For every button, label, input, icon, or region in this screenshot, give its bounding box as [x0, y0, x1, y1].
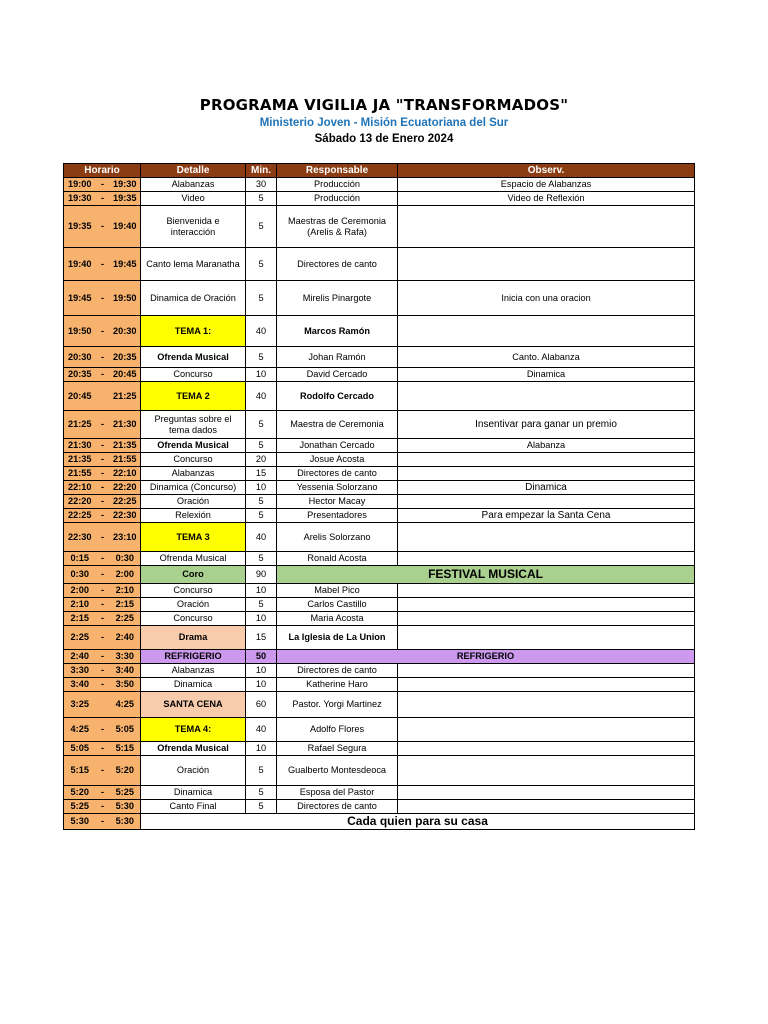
time-separator: -: [96, 650, 110, 664]
responsible-cell: Hector Macay: [277, 495, 398, 509]
start-time: 19:00: [64, 178, 96, 192]
time-separator: -: [96, 786, 110, 800]
start-time: 5:15: [64, 756, 96, 786]
start-time: 20:35: [64, 368, 96, 382]
ministry-subtitle: Ministerio Joven - Misión Ecuatoriana del Sur: [259, 117, 509, 129]
end-time: 2:40: [110, 626, 141, 650]
detail-cell: SANTA CENA: [141, 692, 246, 718]
start-time: 0:15: [64, 552, 96, 566]
observation-cell: [398, 612, 695, 626]
detail-cell: Relexión: [141, 509, 246, 523]
closing-message: Cada quien para su casa: [141, 814, 695, 830]
time-separator: -: [96, 626, 110, 650]
detail-cell: Ofrenda Musical: [141, 742, 246, 756]
start-time: 3:25: [64, 692, 96, 718]
start-time: 0:30: [64, 566, 96, 584]
table-row: [64, 453, 695, 467]
program-title: PROGRAMA VIGILIA JA "TRANSFORMADOS": [199, 96, 569, 114]
merged-note-cell: FESTIVAL MUSICAL: [277, 566, 695, 584]
minutes-cell: 15: [246, 467, 277, 481]
start-time: 5:05: [64, 742, 96, 756]
observation-cell: [398, 382, 695, 411]
start-time: 20:30: [64, 347, 96, 368]
detail-cell: TEMA 3: [141, 523, 246, 552]
responsible-cell: Producción: [277, 192, 398, 206]
detail-cell: Ofrenda Musical: [141, 439, 246, 453]
minutes-cell: 5: [246, 248, 277, 281]
end-time: 0:30: [110, 552, 141, 566]
responsible-cell: David Cercado: [277, 368, 398, 382]
end-time: 2:25: [110, 612, 141, 626]
time-separator: -: [96, 718, 110, 742]
observation-cell: [398, 756, 695, 786]
table-row: [64, 206, 695, 248]
detail-cell: Alabanzas: [141, 467, 246, 481]
detail-cell: Ofrenda Musical: [141, 552, 246, 566]
detail-cell: Canto lema Maranatha: [141, 248, 246, 281]
end-time: 2:15: [110, 598, 141, 612]
responsible-cell: Josue Acosta: [277, 453, 398, 467]
table-row: [64, 178, 695, 192]
end-time: 19:50: [110, 281, 141, 316]
time-separator: -: [96, 598, 110, 612]
minutes-cell: 5: [246, 509, 277, 523]
table-row: [64, 814, 695, 830]
table-row: [64, 566, 695, 584]
time-separator: -: [96, 411, 110, 439]
responsible-cell: Mirelis Pinargote: [277, 281, 398, 316]
observation-cell: [398, 718, 695, 742]
table-row: [64, 664, 695, 678]
responsible-cell: Rodolfo Cercado: [277, 382, 398, 411]
minutes-cell: 5: [246, 206, 277, 248]
responsible-cell: Carlos Castillo: [277, 598, 398, 612]
observation-cell: [398, 598, 695, 612]
minutes-cell: 40: [246, 382, 277, 411]
time-separator: -: [96, 664, 110, 678]
detail-cell: TEMA 4:: [141, 718, 246, 742]
start-time: 2:00: [64, 584, 96, 598]
minutes-cell: 5: [246, 756, 277, 786]
end-time: 5:20: [110, 756, 141, 786]
time-separator: -: [96, 206, 110, 248]
minutes-cell: 60: [246, 692, 277, 718]
time-separator: [96, 382, 110, 411]
end-time: 20:45: [110, 368, 141, 382]
observation-cell: [398, 692, 695, 718]
responsible-cell: Rafael Segura: [277, 742, 398, 756]
table-row: [64, 481, 695, 495]
end-time: 22:20: [110, 481, 141, 495]
detail-cell: TEMA 2: [141, 382, 246, 411]
minutes-cell: 5: [246, 281, 277, 316]
start-time: 4:25: [64, 718, 96, 742]
observation-cell: [398, 626, 695, 650]
minutes-cell: 30: [246, 178, 277, 192]
start-time: 19:35: [64, 206, 96, 248]
time-separator: -: [96, 552, 110, 566]
table-row: [64, 742, 695, 756]
observation-cell: Espacio de Alabanzas: [398, 178, 695, 192]
observation-cell: [398, 523, 695, 552]
observation-cell: Para empezar la Santa Cena: [398, 509, 695, 523]
detail-cell: Oración: [141, 756, 246, 786]
detail-cell: Concurso: [141, 368, 246, 382]
time-separator: -: [96, 192, 110, 206]
end-time: 21:30: [110, 411, 141, 439]
responsible-cell: Arelis Solorzano: [277, 523, 398, 552]
responsible-cell: Directores de canto: [277, 664, 398, 678]
start-time: 3:30: [64, 664, 96, 678]
responsible-cell: Mabel Pico: [277, 584, 398, 598]
column-header-detalle: Detalle: [141, 164, 246, 178]
detail-cell: REFRIGERIO: [141, 650, 246, 664]
minutes-cell: 15: [246, 626, 277, 650]
observation-cell: Alabanza: [398, 439, 695, 453]
table-row: [64, 800, 695, 814]
observation-cell: Dinamica: [398, 481, 695, 495]
minutes-cell: 5: [246, 439, 277, 453]
end-time: 19:45: [110, 248, 141, 281]
table-row: [64, 552, 695, 566]
minutes-cell: 5: [246, 552, 277, 566]
responsible-cell: Producción: [277, 178, 398, 192]
document-header: [0, 96, 768, 147]
minutes-cell: 40: [246, 718, 277, 742]
end-time: 4:25: [110, 692, 141, 718]
table-row: [64, 411, 695, 439]
table-row: [64, 347, 695, 368]
start-time: 2:25: [64, 626, 96, 650]
detail-cell: Coro: [141, 566, 246, 584]
time-separator: -: [96, 495, 110, 509]
observation-cell: [398, 206, 695, 248]
responsible-cell: Presentadores: [277, 509, 398, 523]
table-row: [64, 281, 695, 316]
table-row: [64, 316, 695, 347]
detail-cell: Dinamica (Concurso): [141, 481, 246, 495]
detail-cell: Ofrenda Musical: [141, 347, 246, 368]
minutes-cell: 40: [246, 523, 277, 552]
end-time: 3:30: [110, 650, 141, 664]
start-time: 3:40: [64, 678, 96, 692]
minutes-cell: 5: [246, 495, 277, 509]
time-separator: -: [96, 509, 110, 523]
responsible-cell: Yessenia Solorzano: [277, 481, 398, 495]
detail-cell: Concurso: [141, 612, 246, 626]
end-time: 19:40: [110, 206, 141, 248]
detail-cell: Bienvenida e interacción: [141, 206, 246, 248]
end-time: 19:35: [110, 192, 141, 206]
table-row: [64, 509, 695, 523]
observation-cell: [398, 495, 695, 509]
end-time: 2:10: [110, 584, 141, 598]
table-row: [64, 584, 695, 598]
table-row: [64, 248, 695, 281]
responsible-cell: Marcos Ramón: [277, 316, 398, 347]
detail-cell: Alabanzas: [141, 178, 246, 192]
end-time: 22:10: [110, 467, 141, 481]
responsible-cell: Maria Acosta: [277, 612, 398, 626]
end-time: 20:35: [110, 347, 141, 368]
minutes-cell: 5: [246, 347, 277, 368]
time-separator: -: [96, 481, 110, 495]
responsible-cell: Directores de canto: [277, 467, 398, 481]
minutes-cell: 10: [246, 481, 277, 495]
time-separator: -: [96, 453, 110, 467]
observation-cell: [398, 453, 695, 467]
time-separator: -: [96, 368, 110, 382]
observation-cell: [398, 678, 695, 692]
observation-cell: Insentivar para ganar un premio: [398, 411, 695, 439]
observation-cell: Dinamica: [398, 368, 695, 382]
observation-cell: [398, 584, 695, 598]
time-separator: -: [96, 439, 110, 453]
minutes-cell: 5: [246, 786, 277, 800]
end-time: 22:30: [110, 509, 141, 523]
minutes-cell: 5: [246, 192, 277, 206]
observation-cell: Video de Reflexión: [398, 192, 695, 206]
start-time: 22:10: [64, 481, 96, 495]
start-time: 2:15: [64, 612, 96, 626]
responsible-cell: Maestra de Ceremonia: [277, 411, 398, 439]
time-separator: -: [96, 178, 110, 192]
detail-cell: TEMA 1:: [141, 316, 246, 347]
table-row: [64, 523, 695, 552]
end-time: 5:30: [110, 800, 141, 814]
table-row: [64, 439, 695, 453]
column-header-responsable: Responsable: [277, 164, 398, 178]
minutes-cell: 10: [246, 678, 277, 692]
end-time: 3:50: [110, 678, 141, 692]
minutes-cell: 5: [246, 800, 277, 814]
start-time: 21:35: [64, 453, 96, 467]
minutes-cell: 10: [246, 664, 277, 678]
column-header-horario: Horario: [64, 164, 141, 178]
start-time: 21:55: [64, 467, 96, 481]
start-time: 19:50: [64, 316, 96, 347]
observation-cell: [398, 552, 695, 566]
table-row: [64, 495, 695, 509]
start-time: 21:25: [64, 411, 96, 439]
observation-cell: [398, 467, 695, 481]
table-row: [64, 718, 695, 742]
detail-cell: Preguntas sobre el tema dados: [141, 411, 246, 439]
time-separator: -: [96, 566, 110, 584]
event-date: Sábado 13 de Enero 2024: [314, 133, 454, 145]
time-separator: -: [96, 523, 110, 552]
time-separator: -: [96, 347, 110, 368]
start-time: 21:30: [64, 439, 96, 453]
end-time: 19:30: [110, 178, 141, 192]
end-time: 21:35: [110, 439, 141, 453]
observation-cell: [398, 664, 695, 678]
minutes-cell: 10: [246, 742, 277, 756]
time-separator: [96, 692, 110, 718]
responsible-cell: Directores de canto: [277, 248, 398, 281]
responsible-cell: Johan Ramón: [277, 347, 398, 368]
detail-cell: Canto Final: [141, 800, 246, 814]
end-time: 21:55: [110, 453, 141, 467]
end-time: 22:25: [110, 495, 141, 509]
minutes-cell: 40: [246, 316, 277, 347]
detail-cell: Dinamica de Oración: [141, 281, 246, 316]
detail-cell: Video: [141, 192, 246, 206]
minutes-cell: 10: [246, 612, 277, 626]
time-separator: -: [96, 248, 110, 281]
table-row: [64, 756, 695, 786]
table-row: [64, 626, 695, 650]
start-time: 19:45: [64, 281, 96, 316]
minutes-cell: 10: [246, 368, 277, 382]
end-time: 2:00: [110, 566, 141, 584]
start-time: 19:30: [64, 192, 96, 206]
start-time: 19:40: [64, 248, 96, 281]
column-header-observ: Observ.: [398, 164, 695, 178]
observation-cell: Inicia con una oracion: [398, 281, 695, 316]
end-time: 5:15: [110, 742, 141, 756]
table-row: [64, 192, 695, 206]
end-time: 5:05: [110, 718, 141, 742]
detail-cell: Concurso: [141, 453, 246, 467]
time-separator: -: [96, 742, 110, 756]
responsible-cell: Katherine Haro: [277, 678, 398, 692]
end-time: 5:30: [110, 814, 141, 830]
minutes-cell: 5: [246, 411, 277, 439]
table-row: [64, 678, 695, 692]
responsible-cell: Esposa del Pastor: [277, 786, 398, 800]
observation-cell: [398, 316, 695, 347]
observation-cell: [398, 800, 695, 814]
table-row: [64, 368, 695, 382]
time-separator: -: [96, 756, 110, 786]
detail-cell: Concurso: [141, 584, 246, 598]
responsible-cell: Pastor. Yorgi Martinez: [277, 692, 398, 718]
observation-cell: [398, 248, 695, 281]
start-time: 5:25: [64, 800, 96, 814]
table-row: [64, 467, 695, 481]
start-time: 2:40: [64, 650, 96, 664]
observation-cell: Canto. Alabanza: [398, 347, 695, 368]
start-time: 2:10: [64, 598, 96, 612]
minutes-cell: 10: [246, 584, 277, 598]
table-row: [64, 692, 695, 718]
responsible-cell: Gualberto Montesdeoca: [277, 756, 398, 786]
time-separator: -: [96, 678, 110, 692]
table-row: [64, 612, 695, 626]
time-separator: -: [96, 316, 110, 347]
table-row: [64, 650, 695, 664]
responsible-cell: Jonathan Cercado: [277, 439, 398, 453]
schedule-table: [63, 163, 695, 830]
table-header-row: [64, 164, 695, 178]
responsible-cell: La Iglesia de La Union: [277, 626, 398, 650]
detail-cell: Oración: [141, 495, 246, 509]
merged-note-cell: REFRIGERIO: [277, 650, 695, 664]
responsible-cell: Adolfo Flores: [277, 718, 398, 742]
start-time: 22:30: [64, 523, 96, 552]
detail-cell: Dinamica: [141, 786, 246, 800]
detail-cell: Drama: [141, 626, 246, 650]
start-time: 20:45: [64, 382, 96, 411]
end-time: 3:40: [110, 664, 141, 678]
end-time: 5:25: [110, 786, 141, 800]
table-row: [64, 382, 695, 411]
start-time: 5:30: [64, 814, 96, 830]
responsible-cell: Ronald Acosta: [277, 552, 398, 566]
time-separator: -: [96, 800, 110, 814]
start-time: 22:25: [64, 509, 96, 523]
table-row: [64, 786, 695, 800]
detail-cell: Dinamica: [141, 678, 246, 692]
detail-cell: Alabanzas: [141, 664, 246, 678]
time-separator: -: [96, 584, 110, 598]
minutes-cell: 90: [246, 566, 277, 584]
detail-cell: Oración: [141, 598, 246, 612]
responsible-cell: Directores de canto: [277, 800, 398, 814]
responsible-cell: Maestras de Ceremonia (Arelis & Rafa): [277, 206, 398, 248]
column-header-min: Min.: [246, 164, 277, 178]
time-separator: -: [96, 814, 110, 830]
time-separator: -: [96, 467, 110, 481]
time-separator: -: [96, 612, 110, 626]
end-time: 21:25: [110, 382, 141, 411]
start-time: 5:20: [64, 786, 96, 800]
table-row: [64, 598, 695, 612]
end-time: 23:10: [110, 523, 141, 552]
minutes-cell: 50: [246, 650, 277, 664]
time-separator: -: [96, 281, 110, 316]
minutes-cell: 5: [246, 598, 277, 612]
observation-cell: [398, 742, 695, 756]
observation-cell: [398, 786, 695, 800]
end-time: 20:30: [110, 316, 141, 347]
start-time: 22:20: [64, 495, 96, 509]
minutes-cell: 20: [246, 453, 277, 467]
